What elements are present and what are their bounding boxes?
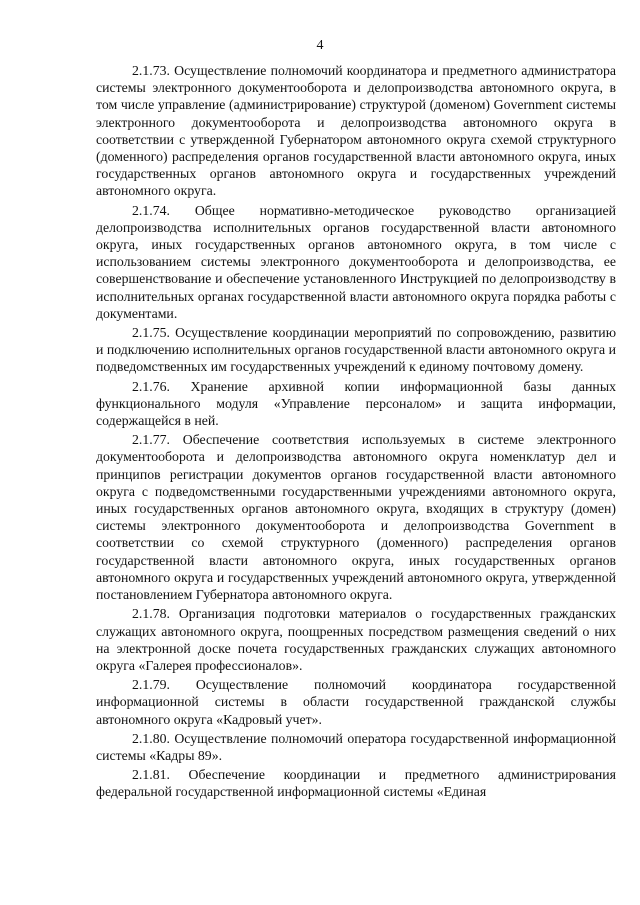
paragraph-2-1-77: 2.1.77. Обеспечение соответствия используемых в системе электронного документооборота и делопроизводства автономного округа номенклатур дел и принципов регистрации документов органов государственной власти автономного округа с подведомственными государственными учреждениями автономного округа, иных государственных органов автономного округа, входящих в структуру (домен) системы электронного документооборота и делопроизводства Government в соответствии со схемой структурного (доменного) распределения органов государственной власти автономного округа, иных государственных органов автономного округа и государственных учреждений автономного округа, утвержденной постановлением Губернатора автономного округа. [96,432,616,603]
page-number: 4 [316,38,324,53]
paragraph-2-1-76: 2.1.76. Хранение архивной копии информационной базы данных функционального модуля «Управление персоналом» и защита информации, содержащейся в ней. [96,378,616,429]
paragraph-2-1-80: 2.1.80. Осуществление полномочий оператора государственной информационной системы «Кадры 89». [96,730,616,763]
paragraph-2-1-75: 2.1.75. Осуществление координации мероприятий по сопровождению, развитию и подключению исполнительных органов государственной власти автономного округа и подведомственных им государственных учреждений к единому почтовому домену. [96,325,616,375]
paragraph-2-1-78: 2.1.78. Организация подготовки материалов о государственных гражданских служащих автономного округа, поощренных посредством размещения сведений о них на электронной доске почета государственных гражданских служащих автономного округа «Галерея профессионалов». [96,606,616,673]
paragraph-2-1-73: 2.1.73. Осуществление полномочий координатора и предметного администратора системы электронного документооборота и делопроизводства автономного округа, в том числе управление (администрирование) структурой (доменом) Government системы электронного документооборота и делопроизводства автономного округа в соответствии с утвержденной Губернатором автономного округа схемой структурного (доменного) распределения органов государственной власти автономного округа, иных государственных органов автономного округа и государственных учреждений автономного округа. [96,63,616,199]
paragraph-2-1-79: 2.1.79. Осуществление полномочий координатора государственной информационной системы в области государственной гражданской службы автономного округа «Кадровый учет». [96,677,616,727]
paragraph-2-1-81: 2.1.81. Обеспечение координации и предметного администрирования федеральной государственной информационной системы «Единая [96,767,616,800]
paragraph-2-1-74: 2.1.74. Общее нормативно-методическое руководство организацией делопроизводства исполнительных органов государственной власти автономного округа, иных государственных органов автономного округа, в том числе с использованием системы электронного документооборота и делопроизводства, ее совершенствование и обеспечение установленного Инструкцией по делопроизводству в исполнительных органах государственной власти автономного округа порядка работы с документами. [96,202,616,321]
document-body [96,62,616,803]
